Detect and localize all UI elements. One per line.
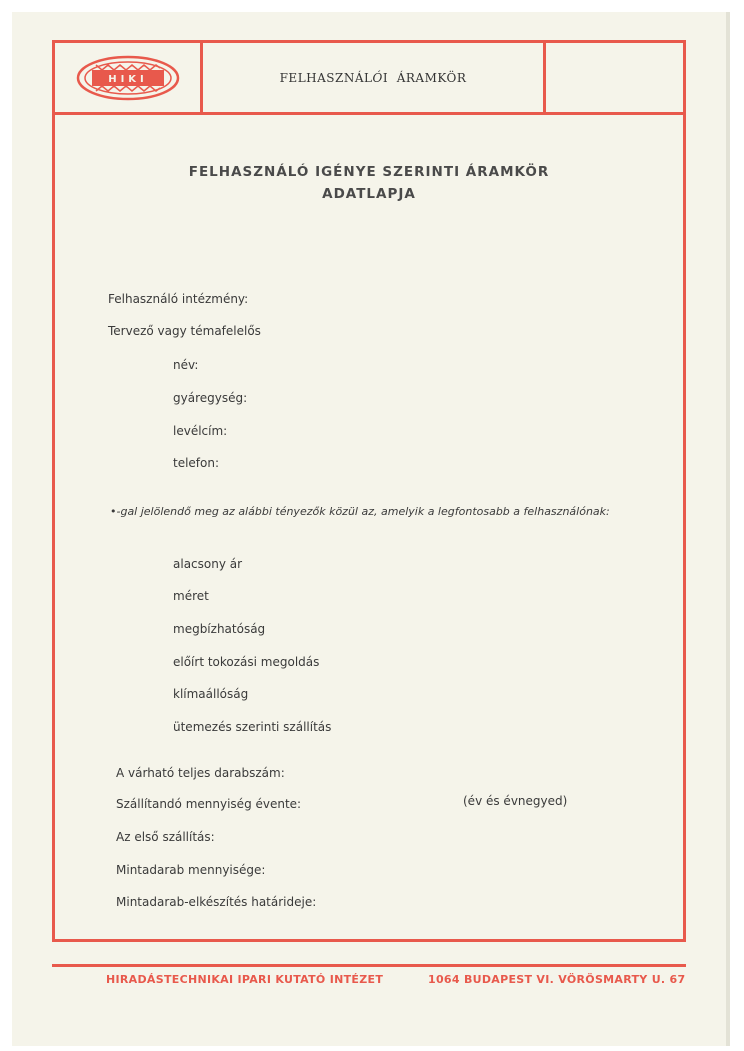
form-title-line1: FELHASZNÁLÓ IGÉNYE SZERINTI ÁRAMKÖR <box>188 164 550 180</box>
header-title-part3: I ÁRAMKÖR <box>382 70 467 85</box>
hiki-logo-icon <box>74 53 182 103</box>
field-yearly-quantity: Szállítandó mennyiség évente: <box>116 797 302 811</box>
footer-divider <box>52 964 686 967</box>
header-title-part1: FELHASZNÁL <box>279 70 373 85</box>
field-first-delivery: Az első szállítás: <box>116 830 215 844</box>
field-institution: Felhasználó intézmény: <box>108 292 249 306</box>
svg-text:HIKI: HIKI <box>107 73 148 85</box>
field-total-quantity: A várható teljes darabszám: <box>116 766 285 780</box>
field-name: név: <box>173 358 199 372</box>
option-item: klímaállóság <box>173 687 249 701</box>
field-address: levélcím: <box>173 424 228 438</box>
field-factory-unit: gyáregység: <box>173 391 248 405</box>
option-item: méret <box>173 589 209 603</box>
option-item: alacsony ár <box>173 557 243 571</box>
field-sample-deadline: Mintadarab-elkészítés határideje: <box>116 895 317 909</box>
logo-cell <box>55 43 200 112</box>
header-divider <box>543 43 546 112</box>
field-phone: telefon: <box>173 456 220 470</box>
header-title-part2: Ó <box>372 70 383 85</box>
field-sample-quantity: Mintadarab mennyisége: <box>116 863 266 877</box>
field-designer: Tervező vagy témafelelős <box>108 324 261 338</box>
header-title <box>203 43 543 112</box>
footer-institute: HIRADÁSTECHNIKAI IPARI KUTATÓ INTÉZET <box>106 973 384 986</box>
option-item: ütemezés szerinti szállítás <box>173 720 332 734</box>
footer-address: 1064 BUDAPEST VI. VÖRÖSMARTY U. 67 <box>428 973 686 986</box>
header-row <box>55 43 683 115</box>
form-title-line2: ADATLAPJA <box>322 186 416 202</box>
priority-instruction: •-gal jelölendő meg az alábbi tényezők közül az, amelyik a legfontosabb a felhasználónak: <box>110 505 610 518</box>
yearly-quantity-note: (év és évnegyed) <box>463 794 568 808</box>
option-item: előírt tokozási megoldás <box>173 655 320 669</box>
paper-edge <box>726 12 730 1046</box>
option-item: megbízhatóság <box>173 622 266 636</box>
